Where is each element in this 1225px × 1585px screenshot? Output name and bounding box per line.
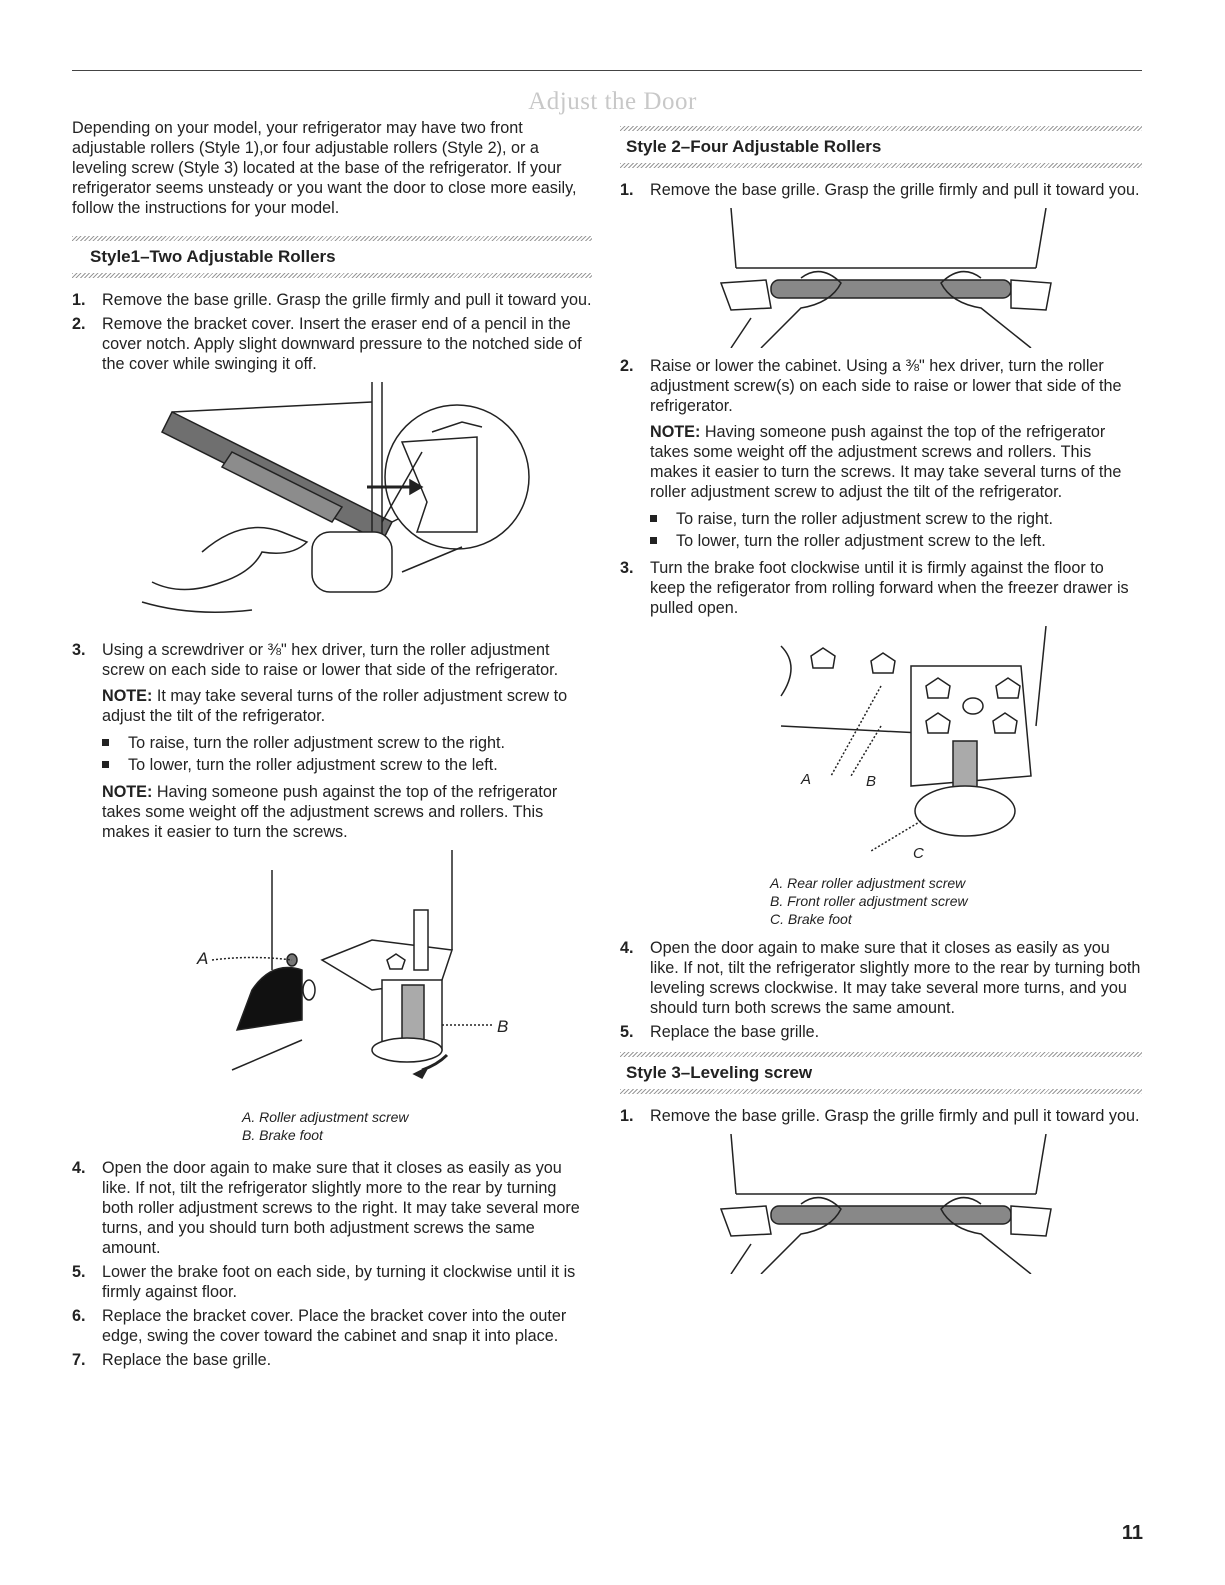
note-label: NOTE: (102, 783, 153, 801)
style3-heading: Style 3–Leveling screw (626, 1063, 813, 1082)
step-text: Replace the bracket cover. Place the bracket cover into the outer edge, swing the cover toward the cabinet and snap it into place. (102, 1307, 567, 1345)
step-number: 6. (72, 1307, 86, 1325)
grille-removal-illustration (691, 1134, 1071, 1274)
page-title: Adjust the Door (528, 88, 697, 115)
step-number: 4. (620, 939, 634, 957)
style2-step-4 (620, 938, 1142, 1018)
style1-figure-caption (72, 1108, 592, 1144)
brake-foot-illustration (701, 626, 1061, 866)
figure-label-a: A (801, 771, 812, 788)
step-text: Turn the brake foot clockwise until it is firmly against the floor to keep the refigerator from rolling forward when the freezer drawer is pulled open. (650, 559, 1129, 617)
style2-bullet-list (620, 508, 1142, 552)
style2-step-5 (620, 1022, 1142, 1042)
bullet-square-icon (650, 515, 657, 522)
bullet-square-icon (102, 761, 109, 768)
bullet-square-icon (102, 739, 109, 746)
hatch-divider (72, 236, 592, 241)
style2-note (620, 422, 1142, 502)
style1-step-1 (72, 290, 592, 310)
note-label: NOTE: (650, 423, 701, 441)
step-text: Remove the bracket cover. Insert the eraser end of a pencil in the cover notch. Apply slight downward pressure to the notched side of the cover while swinging it off. (102, 315, 582, 373)
figure-label-b: B (497, 1017, 509, 1036)
step-text: Open the door again to make sure that it closes as easily as you like. If not, tilt the refrigerator slightly more to the rear by turning both roller adjustment screws to the right. It may take several more turns, and you should turn both adjustment screws the same amount. (102, 1159, 580, 1257)
style1-note-1 (72, 686, 592, 726)
bullet-text: To lower, turn the roller adjustment screw to the left. (676, 532, 1046, 550)
step-text: Remove the base grille. Grasp the grille firmly and pull it toward you. (650, 1107, 1140, 1125)
step-number: 3. (72, 641, 86, 659)
caption-b: B. Front roller adjustment screw (770, 893, 968, 909)
style2-heading: Style 2–Four Adjustable Rollers (626, 137, 882, 156)
figure-label-b: B (866, 773, 877, 790)
step-number: 3. (620, 559, 634, 577)
step-text: Remove the base grille. Grasp the grille firmly and pull it toward you. (650, 181, 1140, 199)
step-text: Raise or lower the cabinet. Using a ⅜" hex driver, turn the roller adjustment screw(s) on each side to raise or lower that side of the refrigerator. (650, 357, 1122, 415)
intro-paragraph: Depending on your model, your refrigerator may have two front adjustable rollers (Style 1),or four adjustable rollers (Style 2), or a leveling screw (Style 3) located at the base of the refrigerator. If your refrigerator seems unsteady or you want the door to close more easily, follow the instructions for your model. (72, 119, 577, 217)
caption-c: C. Brake foot (770, 911, 852, 927)
step-text: Remove the base grille. Grasp the grille firmly and pull it toward you. (102, 291, 592, 309)
step-number: 4. (72, 1159, 86, 1177)
style2-figure-caption (620, 874, 1142, 928)
grille-removal-illustration (691, 208, 1071, 348)
bullet-text: To raise, turn the roller adjustment screw to the right. (676, 510, 1053, 528)
page-number: 11 (1121, 1522, 1143, 1544)
note-text: It may take several turns of the roller adjustment screw to adjust the tilt of the refrigerator. (102, 687, 568, 725)
style2-step-1 (620, 180, 1142, 200)
step-text: Replace the base grille. (102, 1351, 272, 1369)
bullet-square-icon (650, 537, 657, 544)
hatch-divider (620, 1052, 1142, 1057)
figure-label-a: A (197, 949, 209, 968)
note-text: Having someone push against the top of the refrigerator takes some weight off the adjustment screws and rollers. This makes it easier to turn the screws. (102, 783, 558, 841)
hatch-divider (72, 273, 592, 278)
step-text: Lower the brake foot on each side, by turning it clockwise until it is firmly against floor. (102, 1263, 576, 1301)
step-number: 1. (72, 291, 86, 309)
note-label: NOTE: (102, 687, 153, 705)
style1-step-4 (72, 1158, 592, 1258)
note-text: Having someone push against the top of the refrigerator takes some weight off the adjustment screws and rollers. This makes it easier to turn the screws. It may take several turns of the roller adjustment screw to adjust the tilt of the refrigerator. (650, 423, 1122, 501)
roller-screw-illustration (152, 850, 512, 1100)
list-item (650, 530, 1142, 552)
style2-step-3 (620, 558, 1142, 618)
style1-step-7 (72, 1350, 592, 1370)
step-text: Open the door again to make sure that it closes as easily as you like. If not, tilt the refrigerator slightly more to the rear by turning both leveling screws clockwise. It may take several more turns, and you should turn both screws the same amount. (650, 939, 1141, 1017)
left-column (72, 118, 592, 1374)
top-rule (72, 70, 1142, 71)
style1-heading: Style1–Two Adjustable Rollers (90, 247, 336, 266)
right-column (620, 118, 1142, 1282)
step-number: 5. (72, 1263, 86, 1281)
style1-step-6 (72, 1306, 592, 1346)
style3-section-header (620, 1046, 1142, 1100)
bracket-cover-illustration (132, 382, 532, 632)
style3-step-1 (620, 1106, 1142, 1126)
step-number: 1. (620, 1107, 634, 1125)
style2-step-2 (620, 356, 1142, 416)
step-number: 2. (72, 315, 86, 333)
step-number: 2. (620, 357, 634, 375)
hatch-divider (620, 163, 1142, 168)
list-item (650, 508, 1142, 530)
step-number: 1. (620, 181, 634, 199)
hatch-divider (620, 1089, 1142, 1094)
step-number: 7. (72, 1351, 86, 1369)
style1-note-2 (72, 782, 592, 842)
style2-section-header (620, 118, 1142, 174)
step-number: 5. (620, 1023, 634, 1041)
style1-section-header (72, 230, 592, 284)
bullet-text: To raise, turn the roller adjustment screw to the right. (128, 734, 505, 752)
list-item (102, 732, 592, 754)
bullet-text: To lower, turn the roller adjustment screw to the left. (128, 756, 498, 774)
caption-b: B. Brake foot (242, 1127, 323, 1143)
step-text: Using a screwdriver or ⅜" hex driver, turn the roller adjustment screw on each side to raise or lower that side of the refrigerator. (102, 641, 559, 679)
hatch-divider (620, 126, 1142, 131)
style1-step-2 (72, 314, 592, 374)
figure-label-c: C (913, 845, 924, 862)
style1-step-5 (72, 1262, 592, 1302)
caption-a: A. Roller adjustment screw (242, 1109, 409, 1125)
step-text: Replace the base grille. (650, 1023, 820, 1041)
caption-a: A. Rear roller adjustment screw (770, 875, 966, 891)
list-item (102, 754, 592, 776)
style1-bullet-list (72, 732, 592, 776)
style1-step-3 (72, 640, 592, 680)
